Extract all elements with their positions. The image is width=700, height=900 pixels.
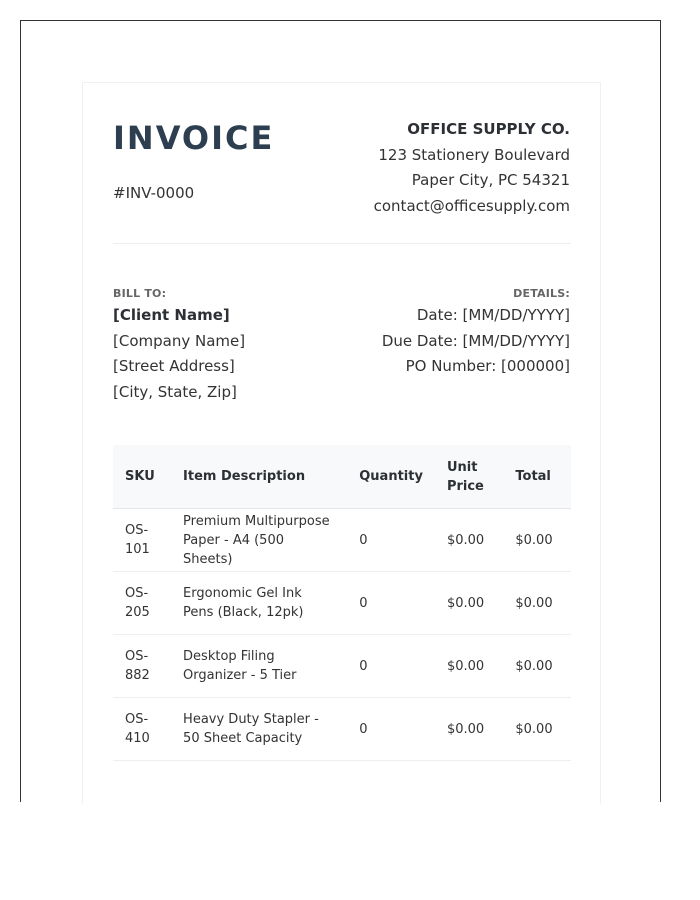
header-divider — [113, 243, 571, 244]
row-total: $0.00 — [503, 635, 571, 698]
row-quantity: 0 — [347, 635, 435, 698]
line-items-table — [113, 445, 571, 761]
header-quantity: Quantity — [347, 445, 435, 509]
client-street: [Street Address] — [113, 357, 235, 375]
invoice-title: INVOICE — [113, 119, 275, 157]
row-sku: OS-101 — [113, 509, 171, 572]
row-total: $0.00 — [503, 572, 571, 635]
table-row — [113, 572, 571, 635]
row-unit-price: $0.00 — [435, 635, 503, 698]
row-total: $0.00 — [503, 698, 571, 761]
row-description: Desktop Filing Organizer - 5 Tier — [171, 635, 347, 698]
row-description: Premium Multipurpose Paper - A4 (500 Sheets) — [171, 509, 347, 572]
client-company: [Company Name] — [113, 331, 246, 350]
company-info — [374, 117, 570, 219]
row-sku: OS-882 — [113, 635, 171, 698]
company-address-line1: 123 Stationery Boulevard — [378, 145, 570, 164]
row-quantity: 0 — [347, 572, 435, 635]
client-name: [Client Name] — [113, 306, 230, 324]
header-total: Total — [503, 445, 571, 509]
company-email: contact@officesupply.com — [373, 196, 570, 215]
details-section — [382, 287, 570, 380]
invoice-card — [82, 82, 601, 804]
row-description: Ergonomic Gel Ink Pens (Black, 12pk) — [171, 572, 347, 635]
header-unit-price: Unit Price — [435, 445, 503, 509]
row-quantity: 0 — [347, 698, 435, 761]
details-label: DETAILS: — [513, 287, 570, 300]
company-address-line2: Paper City, PC 54321 — [411, 171, 570, 189]
bill-to-label: BILL TO: — [113, 287, 167, 300]
table-row — [113, 509, 571, 572]
company-name: OFFICE SUPPLY CO. — [407, 120, 570, 138]
row-sku: OS-410 — [113, 698, 171, 761]
row-sku: OS-205 — [113, 572, 171, 635]
row-unit-price: $0.00 — [435, 509, 503, 572]
invoice-due-date: Due Date: [MM/DD/YYYY] — [381, 331, 570, 350]
bill-to-section — [113, 287, 245, 405]
row-total: $0.00 — [503, 509, 571, 572]
row-unit-price: $0.00 — [435, 572, 503, 635]
document-page — [20, 20, 661, 802]
header-description: Item Description — [171, 445, 347, 509]
client-city: [City, State, Zip] — [113, 382, 237, 401]
invoice-number: #INV-0000 — [113, 184, 195, 202]
row-description: Heavy Duty Stapler - 50 Sheet Capacity — [171, 698, 347, 761]
table-row — [113, 698, 571, 761]
row-unit-price: $0.00 — [435, 698, 503, 761]
invoice-date: Date: [MM/DD/YYYY] — [416, 306, 570, 324]
row-quantity: 0 — [347, 509, 435, 572]
table-row — [113, 635, 571, 698]
header-sku: SKU — [113, 445, 171, 509]
po-number: PO Number: [000000] — [405, 357, 570, 375]
table-header-row — [113, 445, 571, 509]
